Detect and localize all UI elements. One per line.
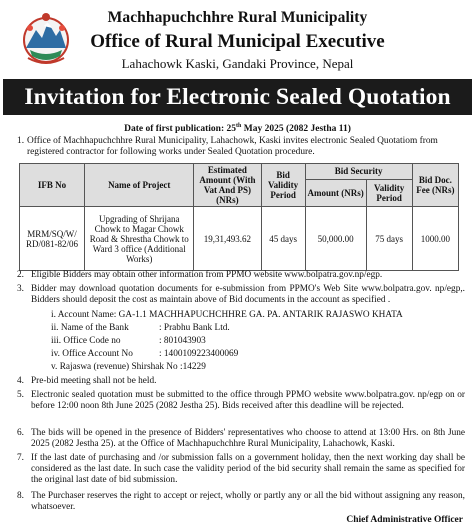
account-label: i. Account Name: xyxy=(51,310,117,320)
cell-project-name: Upgrading of Shrijana Chowk to Magar Chowk Road & Shrestha Chowk to Ward 3 office (Additional Works) xyxy=(85,207,194,271)
item-text: Eligible Bidders may obtain other information from PPMO website www.bolpatra.gov.np/egp. xyxy=(31,270,383,280)
cell-security-amount: 50,000.00 xyxy=(305,207,366,271)
cell-estimated-amount: 19,31,493.62 xyxy=(194,207,261,271)
item-text: Pre-bid meeting shall not be held. xyxy=(31,376,157,386)
account-label: iv. Office Account No xyxy=(51,349,133,359)
list-item xyxy=(17,453,465,487)
cell-ifb-no: MRM/SQ/W/ RD/081-82/06 xyxy=(20,207,85,271)
account-value: :14229 xyxy=(180,362,206,372)
header-security-amount: Amount (NRs) xyxy=(305,179,366,206)
item-text: Electronic sealed quotation must be submitted to the office through PPMO website www.bolpatra.gov. np/egp on or before 12:00 noon 8th June 2025 (2082 Jestha 25). Bids received after this deadline will be rejected. xyxy=(31,390,465,412)
item-number: 7. xyxy=(17,453,24,463)
cell-security-validity: 75 days xyxy=(366,207,412,271)
revenue-heading-line xyxy=(51,362,206,373)
list-item xyxy=(17,428,465,450)
cell-bid-validity: 45 days xyxy=(261,207,305,271)
header-bid-validity: Bid Validity Period xyxy=(261,164,305,207)
works-table xyxy=(19,163,459,271)
office-code-line xyxy=(51,336,206,347)
office-account-line xyxy=(51,349,238,360)
account-name-line xyxy=(51,310,403,321)
intro-paragraph xyxy=(17,136,465,158)
list-item xyxy=(17,270,465,281)
item-text: Office of Machhapuchchhre Rural Municipality, Lahachowk, Kaski invites electronic Sealed Quotatiom from registered contractor for following works under Sealed Quotation procedure. xyxy=(27,136,438,157)
item-number: 3. xyxy=(17,284,24,294)
item-text: If the last date of purchasing and /or submission falls on a government holiday, then the next working day shall be considered as the last date. In such case the validity period of the bid security shall remain the same as specified for the original last date of bid submission. xyxy=(31,453,465,486)
item-text: The Purchaser reserves the right to accept or reject, wholly or partly any or all the bid without assigning any reason, whatsoever. xyxy=(31,491,465,513)
notice-title-banner: Invitation for Electronic Sealed Quotation xyxy=(3,79,472,115)
item-number: 8. xyxy=(17,491,24,501)
list-item xyxy=(17,390,465,412)
account-value: : 1400109223400069 xyxy=(159,349,239,359)
office-address: Lahachowk Kaski, Gandaki Province, Nepal xyxy=(121,56,354,71)
bank-name-line xyxy=(51,323,230,334)
list-item xyxy=(17,491,465,513)
signatory-title: Chief Administrative Officer xyxy=(346,515,463,525)
header-estimated-amount: Estimated Amount (With Vat And PS) (NRs) xyxy=(194,164,261,207)
item-number: 2. xyxy=(17,270,24,280)
item-number: 1. xyxy=(17,136,25,146)
item-text: The bids will be opened in the presence of Bidders' representatives who choose to attend at 13:00 Hrs. on 8th June 2025 (2082 Jestha 25). at the Office of Machhapuchchhre Rural Municipality, Lahachowk, Kaski. xyxy=(31,428,465,450)
header-bid-security: Bid Security xyxy=(305,164,412,180)
account-value: : 801043903 xyxy=(159,336,206,346)
account-label: iii. Office Code no xyxy=(51,336,121,346)
account-label: ii. Name of the Bank xyxy=(51,323,129,333)
account-label: v. Rajaswa (revenue) Shirshak No xyxy=(51,362,178,372)
item-text: Bidder may download quotation documents for e-submission from PPMO's Web Site www.bolpatra.gov. np/egp,. Bidders should deposit the cost as maintain above of Bid documents in the account as specified . xyxy=(31,284,465,306)
account-value: : Prabhu Bank Ltd. xyxy=(159,323,230,333)
header-security-validity: Validity Period xyxy=(366,179,412,206)
header-project-name: Name of Project xyxy=(85,164,194,207)
office-name: Office of Rural Municipal Executive xyxy=(90,31,385,52)
item-number: 6. xyxy=(17,428,24,438)
table-row xyxy=(20,207,459,271)
list-item xyxy=(17,376,465,387)
list-item xyxy=(17,284,465,306)
cell-doc-fee: 1000.00 xyxy=(412,207,458,271)
account-value: GA-1.1 MACHHAPUCHCHHRE GA. PA. ANTARIK RAJASWO KHATA xyxy=(118,310,403,320)
header-doc-fee: Bid Doc. Fee (NRs) xyxy=(412,164,458,207)
header-ifb-no: IFB No xyxy=(20,164,85,207)
publication-date: Date of first publication: 25th May 2025 (2082 Jestha 11) xyxy=(124,123,351,135)
item-number: 5. xyxy=(17,390,24,400)
municipality-name: Machhapuchchhre Rural Municipality xyxy=(107,9,368,26)
item-number: 4. xyxy=(17,376,24,386)
